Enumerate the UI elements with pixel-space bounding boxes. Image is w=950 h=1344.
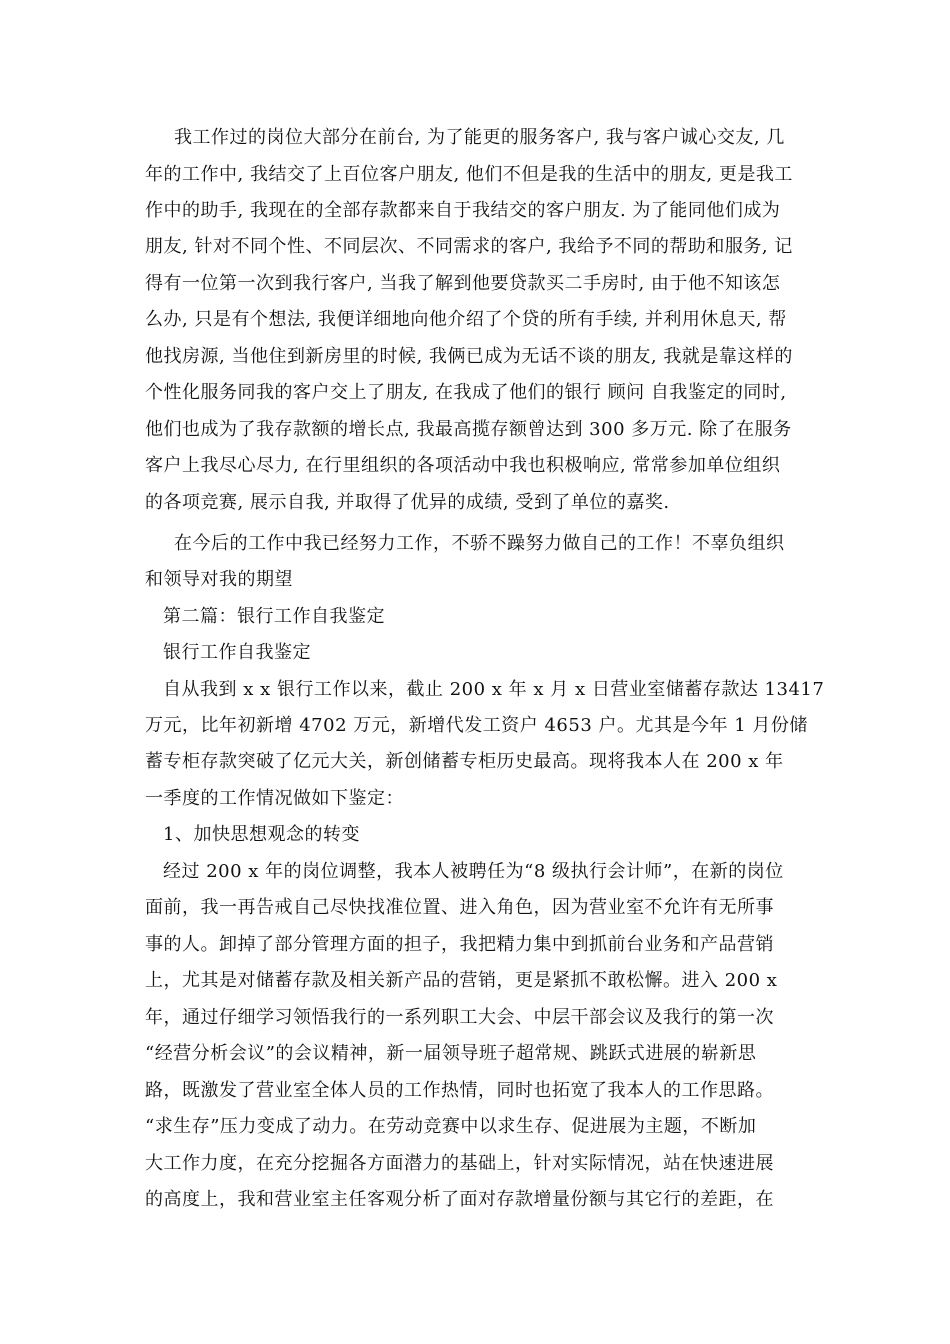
- paragraph-line: 和领导对我的期望: [145, 569, 293, 590]
- paragraph-line: 么办, 只是有个想法, 我便详细地向他介绍了个贷的所有手续, 并利用休息天, 帮: [145, 309, 787, 330]
- section-subheading: 银行工作自我鉴定: [163, 642, 311, 663]
- paragraph-line: 经过 200 x 年的岗位调整，我本人被聘任为“8 级执行会计师”，在新的岗位: [163, 861, 784, 882]
- paragraph-line: 的各项竞赛, 展示自我, 并取得了优异的成绩, 受到了单位的嘉奖.: [145, 492, 670, 513]
- paragraph-line: 的高度上，我和营业室主任客观分析了面对存款增量份额与其它行的差距，在: [145, 1189, 774, 1210]
- paragraph-line: 在今后的工作中我已经努力工作，不骄不躁努力做自己的工作！不辜负组织: [174, 533, 785, 554]
- paragraph-line: 面前，我一再告戒自己尽快找准位置、进入角色，因为营业室不允许有无所事: [145, 897, 774, 918]
- paragraph-line: 一季度的工作情况做如下鉴定：: [145, 788, 404, 809]
- paragraph-line: 路，既激发了营业室全体人员的工作热情，同时也拓宽了我本人的工作思路。: [145, 1080, 774, 1101]
- paragraph-line: 朋友, 针对不同个性、不同层次、不同需求的客户, 我给予不同的帮助和服务, 记: [145, 236, 793, 257]
- section-heading: 第二篇：银行工作自我鉴定: [163, 606, 385, 627]
- paragraph-line: 他找房源, 当他住到新房里的时候, 我俩已成为无话不谈的朋友, 我就是靠这样的: [145, 346, 793, 367]
- paragraph-line: 蓄专柜存款突破了亿元大关，新创储蓄专柜历史最高。现将我本人在 200 x 年: [145, 751, 784, 772]
- paragraph-line: 事的人。卸掉了部分管理方面的担子，我把精力集中到抓前台业务和产品营销: [145, 934, 774, 955]
- paragraph-line: “求生存”压力变成了动力。在劳动竞赛中以求生存、促进展为主题，不断加: [145, 1116, 757, 1137]
- paragraph-line: 个性化服务同我的客户交上了朋友, 在我成了他们的银行 顾问 自我鉴定的同时,: [145, 382, 787, 403]
- paragraph-line: 客户上我尽心尽力, 在行里组织的各项活动中我也积极响应, 常常参加单位组织: [145, 455, 781, 476]
- paragraph-line: “经营分析会议”的会议精神，新一届领导班子超常规、跳跃式进展的崭新思: [145, 1043, 757, 1064]
- item-heading: 1、加快思想观念的转变: [163, 824, 360, 845]
- paragraph-line: 上，尤其是对储蓄存款及相关新产品的营销，更是紧抓不敢松懈。进入 200 x: [145, 970, 778, 991]
- paragraph-line: 我工作过的岗位大部分在前台, 为了能更的服务客户, 我与客户诚心交友, 几: [174, 127, 785, 148]
- paragraph-line: 万元，比年初新增 4702 万元，新增代发工资户 4653 户。尤其是今年 1 月份储: [145, 715, 808, 736]
- paragraph-line: 得有一位第一次到我行客户, 当我了解到他要贷款买二手房时, 由于他不知该怎: [145, 273, 781, 294]
- paragraph-line: 大工作力度，在充分挖掘各方面潜力的基础上，针对实际情况，站在快速进展: [145, 1153, 774, 1174]
- paragraph-line: 作中的助手, 我现在的全部存款都来自于我结交的客户朋友. 为了能同他们成为: [145, 200, 781, 221]
- paragraph-line: 年的工作中, 我结交了上百位客户朋友, 他们不但是我的生活中的朋友, 更是我工: [145, 164, 793, 185]
- paragraph-line: 他们也成为了我存款额的增长点, 我最高揽存额曾达到 300 多万元. 除了在服务: [145, 419, 792, 440]
- paragraph-line: 年，通过仔细学习领悟我行的一系列职工大会、中层干部会议及我行的第一次: [145, 1007, 774, 1028]
- paragraph-line: 自从我到 x x 银行工作以来，截止 200 x 年 x 月 x 日营业室储蓄存款达 13417: [163, 679, 825, 700]
